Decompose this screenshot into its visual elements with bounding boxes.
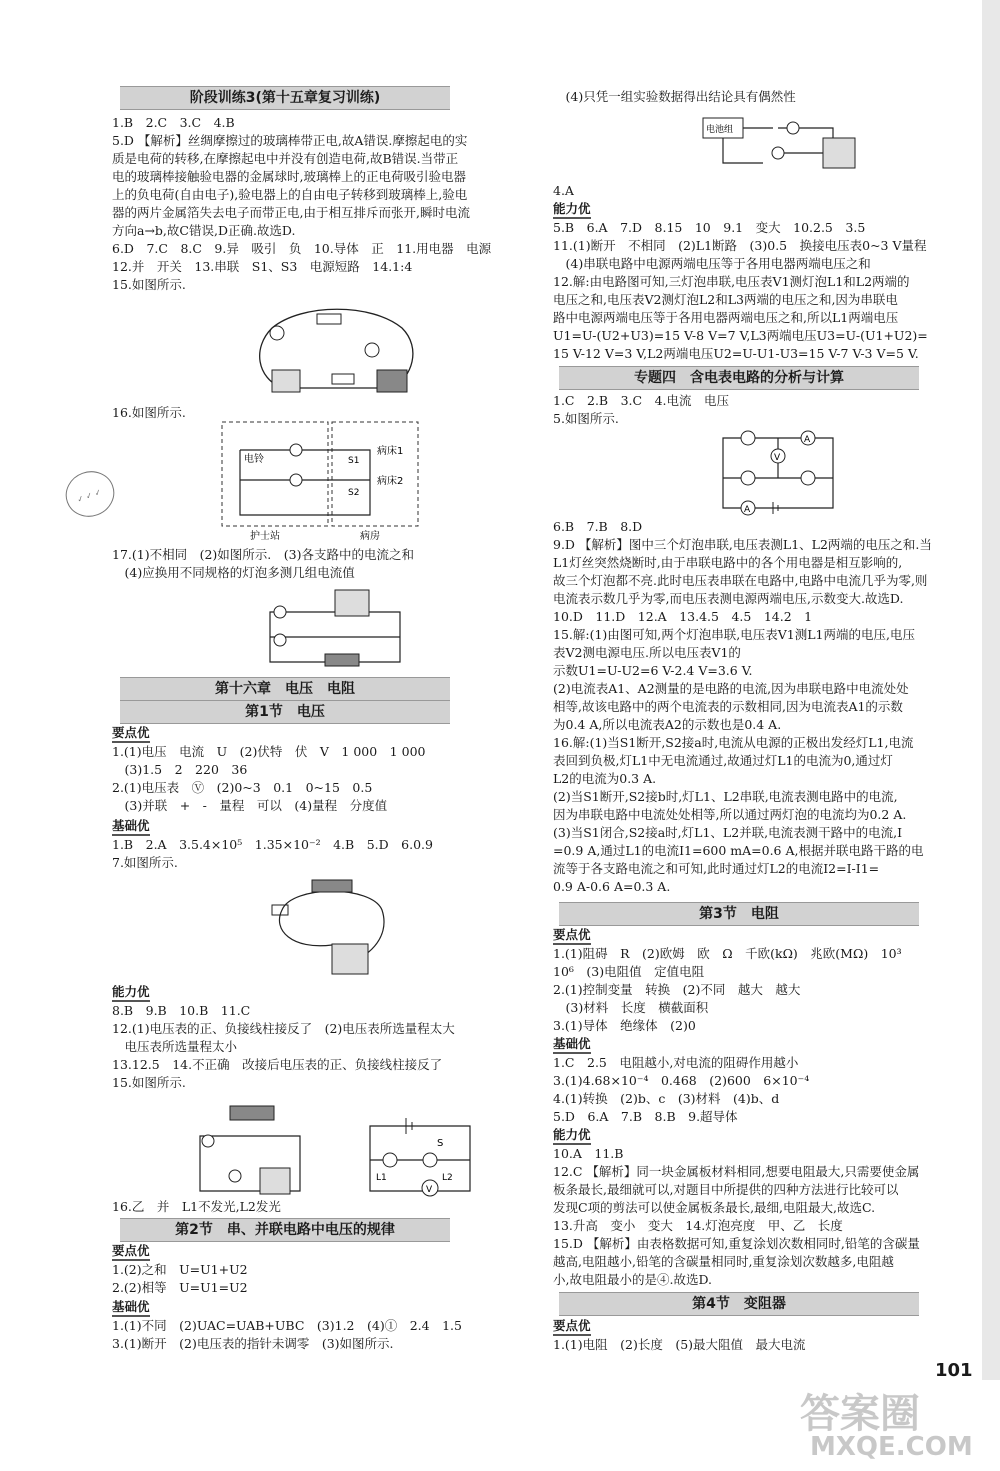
label-ammeter-a2: A: [744, 505, 751, 515]
answer-block-stage3: [112, 114, 527, 294]
answer-line: 2.(2)相等 U=U1=U2: [112, 1280, 248, 1295]
answer-line: 电流表示数几乎为零,而电压表测电源两端电压,示数变大.故选D.: [553, 591, 904, 606]
svg-text:✓ ✓ ✓: ✓ ✓ ✓: [75, 487, 103, 505]
answer-line: 4.A: [553, 183, 574, 198]
answer-block-key-points-2: [112, 1261, 527, 1297]
answer-line: 5.如图所示.: [553, 411, 619, 426]
section-header-16-4: 第4节 变阻器: [559, 1292, 919, 1316]
answer-line: 方向a→b,故C错误,D正确.故选D.: [112, 223, 296, 238]
answer-line: 17.(1)不相同 (2)如图所示. (3)各支路中的电流之和: [112, 547, 414, 562]
answer-line: 3.(1)导体 绝缘体 (2)0: [553, 1018, 696, 1033]
answer-line: 因为串联电路中电流处处相等,所以通过两灯泡的电流均为0.2 A.: [553, 807, 907, 822]
answer-block-ability-3: [553, 1145, 978, 1289]
page-edge-strip: [982, 0, 1000, 1380]
subheading-key-points: 要点优: [553, 1318, 591, 1336]
label-ward: 病房: [360, 531, 380, 542]
answer-line: 电压表所选量程太小: [112, 1039, 238, 1054]
answer-line: 越高,电阻越小,铅笔的含碳量相同时,重复涂划次数越多,电阻越: [553, 1254, 894, 1269]
answer-line: 发现C项的剪法可以使金属板条最长,最细,电阻最大,故选C.: [553, 1200, 876, 1215]
answer-line: 16.解:(1)当S1断开,S2接a时,电流从电源的正极出发经灯L1,电流: [553, 735, 914, 750]
subheading-ability: 能力优: [112, 984, 150, 1002]
answer-q16b: [112, 1198, 527, 1216]
answer-line: 表回到负极,灯L1中无电流通过,故通过灯L1的电流为0,通过灯: [553, 753, 893, 768]
watermark-logo: 答案圈: [800, 1391, 920, 1437]
label-v: V: [426, 1185, 433, 1195]
answer-line: (2)电流表A1、A2测量的是电路的电流,因为串联电路中电流处处: [553, 681, 909, 696]
answer-line: 电压之和,电压表V2测灯泡L2和L3两端的电压之和,因为串联电: [553, 292, 898, 307]
subheading-key-points: 要点优: [112, 1243, 150, 1261]
circuit-figure-5-schematic: [713, 428, 843, 520]
answer-line: 板条最长,最细就可以,对题目中所提供的四种方法进行比较可以: [553, 1182, 899, 1197]
circuit-figure-17: [230, 582, 430, 672]
answer-line: 3.(1)4.68×10⁻⁴ 0.468 (2)600 6×10⁻⁴: [553, 1073, 810, 1088]
label-voltmeter: V: [774, 453, 781, 463]
answer-line: 15.如图所示.: [112, 277, 186, 292]
answer-line: 12.解:由电路图可知,三灯泡串联,电压表V1测灯泡L1和L2两端的: [553, 274, 910, 289]
answer-line: 10⁶ (3)电阻值 定值电阻: [553, 964, 705, 979]
label-l2: L2: [442, 1173, 453, 1183]
answer-line: 1.(2)之和 U=U1+U2: [112, 1262, 248, 1277]
answer-line: 3.(1)断开 (2)电压表的指针未调零 (3)如图所示.: [112, 1336, 394, 1351]
label-nurse-station: 护士站: [250, 531, 280, 542]
answer-line: 1.C 2.5 电阻越小,对电流的阻碍作用越小: [553, 1055, 799, 1070]
answer-block-key-points-4: [553, 1336, 978, 1354]
subheading-basics: 基础优: [112, 1299, 150, 1317]
subheading-key-points: 要点优: [553, 927, 591, 945]
answer-block-right-top: [553, 88, 978, 106]
answer-line: (2)当S1断开,S2接b时,灯L1、L2串联,电流表测电路中的电流,: [553, 789, 898, 804]
watermark-text: MXQE.COM: [810, 1432, 973, 1462]
answer-block-key-points-3: [553, 945, 978, 1035]
answer-block-topic4-rest: [553, 518, 978, 896]
circuit-figure-16-ward: [220, 420, 420, 542]
answer-line: 故三个灯泡都不亮.此时电压表串联在电路中,电路中电流几乎为零,则: [553, 573, 928, 588]
label-bell: 电铃: [244, 454, 264, 465]
answer-block-right-q4: [553, 182, 978, 200]
answer-line: 小,故电阻最小的是④.故选D.: [553, 1272, 712, 1287]
answer-line: 1.(1)不同 (2)UAC=UAB+UBC (3)1.2 (4)① 2.4 1.5: [112, 1318, 462, 1333]
answer-line: 13.12.5 14.不正确 改接后电压表的正、负接线柱接反了: [112, 1057, 443, 1072]
circuit-figure-15: [232, 298, 432, 402]
answer-line: 15.如图所示.: [112, 1075, 186, 1090]
topic-header-4: 专题四 含电表电路的分析与计算: [559, 366, 919, 390]
answer-line: 8.B 9.B 10.B 11.C: [112, 1003, 251, 1018]
answer-line: 2.(1)电压表 Ⓥ (2)0~3 0.1 0~15 0.5: [112, 780, 373, 795]
subheading-key-points: 要点优: [112, 725, 150, 743]
answer-block-topic4: [553, 392, 978, 428]
label-bed2: 病床2: [377, 476, 404, 487]
answer-line: 路中电源两端电压等于各用电器两端电压之和,所以L1两端电压: [553, 310, 899, 325]
answer-line: 6.B 7.B 8.D: [553, 519, 643, 534]
subheading-basics: 基础优: [112, 818, 150, 836]
label-bed1: 病床1: [377, 446, 404, 457]
answer-line: 5.D 6.A 7.B 8.B 9.超导体: [553, 1109, 738, 1124]
answer-line: 相等,故该电路中的两个电流表的示数相同,因为电流表A1的示数: [553, 699, 903, 714]
answer-block-ability-1: [112, 1002, 527, 1092]
answer-line: (4)串联电路中电源两端电压等于各用电器两端电压之和: [553, 256, 871, 271]
answer-line: 15.解:(1)由图可知,两个灯泡串联,电压表V1测L1两端的电压,电压: [553, 627, 915, 642]
answer-line: 0.9 A-0.6 A=0.3 A.: [553, 879, 671, 894]
answer-line: 12.并 开关 13.串联 S1、S3 电源短路 14.1:4: [112, 259, 413, 274]
circuit-figure-7: [252, 870, 412, 982]
answer-line: 9.D 【解析】图中三个灯泡串联,电压表测L1、L2两端的电压之和.当: [553, 537, 932, 552]
answer-line: (3)当S1闭合,S2接a时,灯L1、L2并联,电流表测干路中的电流,I: [553, 825, 903, 840]
answer-q17: [112, 546, 527, 582]
answer-line: 1.(1)电压 电流 U (2)伏特 伏 V 1 000 1 000: [112, 744, 426, 759]
section-header-16-3: 第3节 电阻: [559, 902, 919, 926]
answer-line: 6.D 7.C 8.C 9.异 吸引 负 10.导体 正 11.用电器 电源: [112, 241, 492, 256]
answer-line: 15.D 【解析】由表格数据可知,重复涂划次数相同时,铅笔的含碳量: [553, 1236, 920, 1251]
answer-block-key-points-1: [112, 743, 527, 815]
label-l1: L1: [376, 1173, 387, 1183]
answer-line: 电的玻璃棒接触验电器的金属球时,玻璃棒上的正电荷吸引验电器: [112, 169, 466, 184]
label-s2: S2: [348, 488, 360, 498]
section-header-16-1: 第1节 电压: [120, 700, 450, 724]
answer-line: 表V2测电源电压.所以电压表V1的: [553, 645, 741, 660]
answer-line: 器的两片金属箔失去电子而带正电,由于相互排斥而张开,瞬时电流: [112, 205, 470, 220]
subheading-ability: 能力优: [553, 201, 591, 219]
answer-block-basics-2: [112, 1317, 527, 1353]
answer-line: (3)材料 长度 横截面积: [553, 1000, 709, 1015]
circuit-figure-15b: [180, 1096, 520, 1200]
answer-line: 上的负电荷(自由电子),验电器上的自由电子转移到玻璃棒上,验电: [112, 187, 468, 202]
answer-line: 1.(1)阻碍 R (2)欧姆 欧 Ω 千欧(kΩ) 兆欧(MΩ) 10³: [553, 946, 902, 961]
page-number: 101: [935, 1360, 973, 1381]
answer-line: 1.B 2.C 3.C 4.B: [112, 115, 235, 130]
answer-line: 质是电荷的转移,在摩擦起电中并没有创造电荷,故B错误.当带正: [112, 151, 459, 166]
answer-line: 示数U1=U-U2=6 V-2.4 V=3.6 V.: [553, 663, 753, 678]
answer-line: (4)只凭一组实验数据得出结论具有偶然性: [553, 89, 796, 104]
stamp-graphic: [62, 466, 118, 522]
subheading-ability: 能力优: [553, 1127, 591, 1145]
answer-line: 流等于各支路电流之和可知,此时通过灯L2的电流I2=I-I1=: [553, 861, 880, 876]
answer-line: 16.如图所示.: [112, 405, 186, 420]
answer-line: (3)并联 + - 量程 可以 (4)量程 分度值: [112, 798, 388, 813]
answer-line: 5.B 6.A 7.D 8.15 10 9.1 变大 10.2.5 3.5: [553, 220, 866, 235]
chapter-header-16: 第十六章 电压 电阻: [120, 677, 450, 701]
answer-block-basics-1: [112, 836, 527, 872]
answer-line: (4)应换用不同规格的灯泡多测几组电流值: [112, 565, 355, 580]
label-s: S: [437, 1138, 444, 1149]
answer-line: 16.乙 并 L1不发光,L2发光: [112, 1199, 281, 1214]
answer-line: L1灯丝突然烧断时,由于串联电路中的各个用电器是相互影响的,: [553, 555, 903, 570]
answer-block-basics-3: [553, 1054, 978, 1126]
answer-block-ability-2: [553, 219, 978, 363]
experiment-figure: [693, 108, 873, 182]
section-header-16-2: 第2节 串、并联电路中电压的规律: [120, 1218, 450, 1242]
answer-line: 1.B 2.A 3.5.4×10⁵ 1.35×10⁻² 4.B 5.D 6.0.9: [112, 837, 433, 852]
answer-line: 7.如图所示.: [112, 855, 178, 870]
label-ammeter-a1: A: [804, 435, 811, 445]
answer-line: 12.C 【解析】同一块金属板材料相同,想要电阻最大,只需要使金属: [553, 1164, 920, 1179]
answer-line: 2.(1)控制变量 转换 (2)不同 越大 越大: [553, 982, 801, 997]
answer-line: U1=U-(U2+U3)=15 V-8 V=7 V,L3两端电压U3=U-(U1+U2)=: [553, 328, 928, 343]
answer-line: 5.D 【解析】丝绸摩擦过的玻璃棒带正电,故A错误.摩擦起电的实: [112, 133, 468, 148]
answer-line: 1.(1)电阻 (2)长度 (5)最大阻值 最大电流: [553, 1337, 806, 1352]
answer-line: 10.A 11.B: [553, 1146, 624, 1161]
answer-line: L2的电流为0.3 A.: [553, 771, 657, 786]
subheading-basics: 基础优: [553, 1036, 591, 1054]
answer-line: 4.(1)转换 (2)b、c (3)材料 (4)b、d: [553, 1091, 780, 1106]
answer-line: (3)1.5 2 220 36: [112, 762, 248, 777]
answer-line: 11.(1)断开 不相同 (2)L1断路 (3)0.5 换接电压表0~3 V量程: [553, 238, 927, 253]
answer-line: 1.C 2.B 3.C 4.电流 电压: [553, 393, 730, 408]
section-header-stage-training-3: 阶段训练3(第十五章复习训练): [120, 86, 450, 110]
answer-line: 15 V-12 V=3 V,L2两端电压U2=U-U1-U3=15 V-7 V-3 V=5 V.: [553, 346, 919, 361]
answer-line: 12.(1)电压表的正、负接线柱接反了 (2)电压表所选量程太大: [112, 1021, 455, 1036]
label-s1: S1: [348, 456, 360, 466]
label-battery-pack: 电池组: [706, 125, 734, 135]
answer-line: 为0.4 A,所以电流表A2的示数也是0.4 A.: [553, 717, 782, 732]
answer-line: 10.D 11.D 12.A 13.4.5 4.5 14.2 1: [553, 609, 813, 624]
answer-line: 13.升高 变小 变大 14.灯泡亮度 甲、乙 长度: [553, 1218, 843, 1233]
answer-line: =0.9 A,通过L1的电流I1=600 mA=0.6 A,根据并联电路干路的电: [553, 843, 924, 858]
